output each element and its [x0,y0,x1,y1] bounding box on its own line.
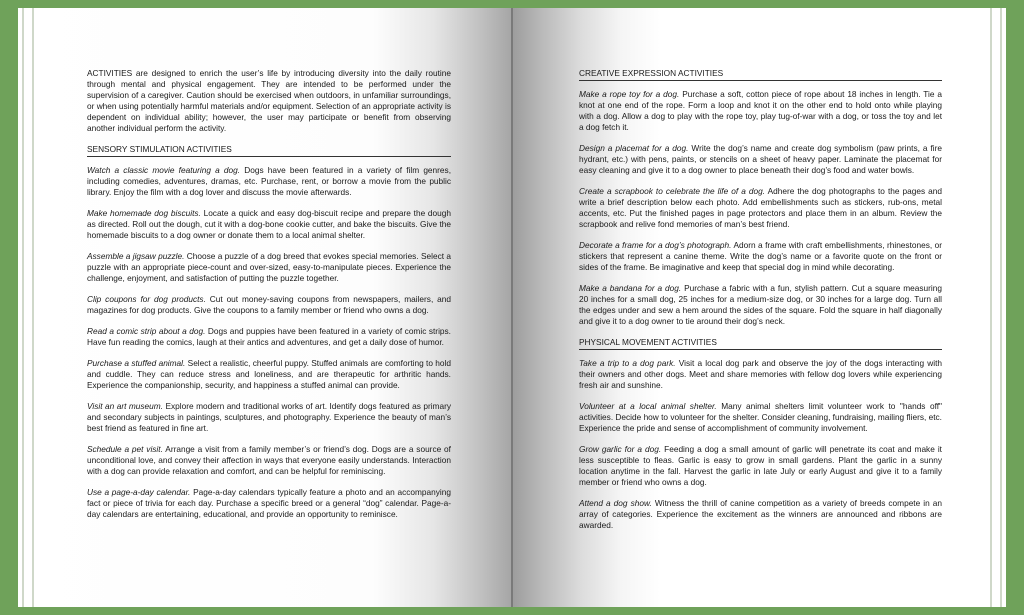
page-edge [1000,8,1002,607]
activity-item [579,143,942,176]
activity-text: Feeding a dog a small amount of garlic will penetrate its coat and make it less susceptible to fleas. Garlic is easy to grow in small gardens. Plant the garlic in a sunny location anytime in the fall. Harvest the garlic in late July or early August and give it to a family member or friend who owns a dog. [579,444,942,487]
activity-title: Grow garlic for a dog. [579,444,662,454]
section-heading-physical: PHYSICAL MOVEMENT ACTIVITIES [579,337,942,350]
activity-text: Adorn a frame with craft embellishments, rhinestones, or stickers that represent a canine theme. Write the dog’s name or a favorite quote on the front or sides of the frame. Be imaginative and keep that special dog in mind while decorating. [579,240,942,272]
activity-title: Volunteer at a local animal shelter. [579,401,717,411]
activity-item [579,444,942,488]
activity-text: Dogs have been featured in a variety of film genres, including comedies, adventures, dramas, etc. Purchase, rent, or borrow a movie from the public library. Enjoy the film with a dog lover and discuss the movie afterwards. [87,165,451,197]
page-edge [990,8,992,607]
activity-title: Clip coupons for dog products. [87,294,206,304]
page-edge [32,8,34,607]
section-heading-creative: CREATIVE EXPRESSION ACTIVITIES [579,68,942,81]
activity-title: Take a trip to a dog park. [579,358,676,368]
section-heading-sensory: SENSORY STIMULATION ACTIVITIES [87,144,451,157]
right-page-content [579,68,942,541]
right-page [512,8,1006,607]
activity-title: Design a placemat for a dog. [579,143,689,153]
activity-text: Select a realistic, cheerful puppy. Stuffed animals are comforting to hold and cuddle. They can reduce stress and loneliness, and are therapeutic for arthritic hands. Experience the companionship, security, and happiness a stuffed animal can provide. [87,358,451,390]
activity-item [87,444,451,477]
activity-text: Purchase a fabric with a fun, stylish pattern. Cut a square measuring 20 inches for a small dog, 25 inches for a medium-size dog, or 30 inches for a large dog. Turn all the edges under and sew a hem around the sides of the square. Fold the square in half diagonally and give it to a dog owner to tie around their dog’s neck. [579,283,942,326]
activity-text: Page-a-day calendars typically feature a photo and an accompanying fact or piece of trivia for each day. Purchase a specific breed or a general “dog” calendar. Page-a-day calendars are entertaining, educational, and provide an opportunity to reminisce. [87,487,451,519]
activity-title: Read a comic strip about a dog. [87,326,206,336]
activity-item [87,294,451,316]
activity-item [87,487,451,520]
left-page [18,8,512,607]
activity-item [87,165,451,198]
activity-item [579,401,942,434]
activity-title: Visit an art museum. [87,401,163,411]
open-book [18,8,1006,607]
activity-text: Adhere the dog photographs to the pages and write a brief description below each photo. Add embellishments such as stickers, rub-ons, metal accents, etc. Put the finished pages in page protectors and place them in an album. Review the scrapbook and relive fond memories of man’s best friend. [579,186,942,229]
activity-title: Make a rope toy for a dog. [579,89,680,99]
activity-title: Use a page-a-day calendar. [87,487,191,497]
activity-title: Make homemade dog biscuits. [87,208,201,218]
activity-title: Decorate a frame for a dog’s photograph. [579,240,732,250]
page-edge [994,8,997,607]
activity-text: Purchase a soft, cotton piece of rope about 18 inches in length. Tie a knot at one end of the rope. Form a loop and knot it on the other end to hold onto while playing with a dog. Allow a dog to play with the rope toy, play tug-of-war with a dog, or toss the toy and let a dog fetch it. [579,89,942,132]
activity-title: Attend a dog show. [579,498,652,508]
activity-item [87,358,451,391]
activity-text: Write the dog’s name and create dog symbolism (paw prints, a fire hydrant, etc.) with pens, paints, or stencils on a sheet of heavy paper. Laminate the placemat for easy cleaning and give it to a dog owner to place beneath their dog’s food and water bowls. [579,143,942,175]
activity-title: Make a bandana for a dog. [579,283,682,293]
activity-text: Dogs and puppies have been featured in a variety of comic strips. Have fun reading the comics, laugh at their antics and adventures, and get a daily dose of humor. [87,326,451,347]
activity-item [87,401,451,434]
activity-title: Purchase a stuffed animal. [87,358,186,368]
activity-item [579,358,942,391]
activity-title: Create a scrapbook to celebrate the life of a dog. [579,186,765,196]
activity-text: Witness the thrill of canine competition as a variety of breeds compete in an array of categories. Experience the excitement as the winners are announced and ribbons are awarded. [579,498,942,530]
activity-title: Watch a classic movie featuring a dog. [87,165,241,175]
activity-text: Locate a quick and easy dog-biscuit recipe and prepare the dough as directed. Roll out the dough, cut it with a dog-bone cookie cutter, and bake the biscuits. Give the homemade biscuits to a dog owner or donate them to a local animal shelter. [87,208,452,240]
activity-item [579,89,942,133]
activity-item [87,251,451,284]
activity-text: Cut out money-saving coupons from newspapers, mailers, and magazines for dog products. Give the coupons to a family member or friend who owns a dog. [87,294,451,315]
activity-title: Assemble a jigsaw puzzle. [87,251,185,261]
activity-text: Visit a local dog park and observe the joy of the dogs interacting with their owners and other dogs. Meet and share memories with fellow dog lovers while experiencing fresh air and sunshine. [579,358,943,390]
activity-item [579,498,942,531]
activity-text: Arrange a visit from a family member’s or friend’s dog. Dogs are a source of unconditional love, and convey their affection in ways that everyone easily understands. Interaction with a dog can provide relaxation and comfort, and can be helpful for reminiscing. [87,444,451,476]
activity-item [579,240,942,273]
intro-paragraph: ACTIVITIES are designed to enrich the user’s life by introducing diversity into the daily routine through mental and physical engagement. They are intended to be performed under the supervision of a caregiver. Caution should be exercised when outdoors, in unfamiliar surroundings, or when using potentially harmful materials and/or equipment. Selection of an appropriate activity is dependent on individual ability; however, the user may participate or benefit from observing another individual perform the activity. [87,68,451,133]
page-edge [27,8,30,607]
left-page-content [87,68,451,530]
book-spine [511,8,513,607]
page-edge [22,8,24,607]
activity-item [579,283,942,327]
activity-title: Schedule a pet visit. [87,444,163,454]
activity-item [579,186,942,230]
activity-text: Many animal shelters limit volunteer work to "hands off" activities. Decide how to volunteer for the shelter. Consider cleaning, fundraising, mailing fliers, etc. Experience the pride and sense of accomplishment of community involvement. [579,401,942,433]
activity-item [87,208,451,241]
activity-item [87,326,451,348]
activity-text: Choose a puzzle of a dog breed that evokes special memories. Select a puzzle with an appropriate piece-count and over-sized, easy-to-manipulate pieces. Experience the challenge, enjoyment, and satisfaction of putting the puzzle together. [87,251,451,283]
activity-text: Explore modern and traditional works of art. Identify dogs featured as primary and secondary subjects in paintings, sculptures, and photography. Experience the beauty of man’s best friend as featured in fine art. [87,401,451,433]
